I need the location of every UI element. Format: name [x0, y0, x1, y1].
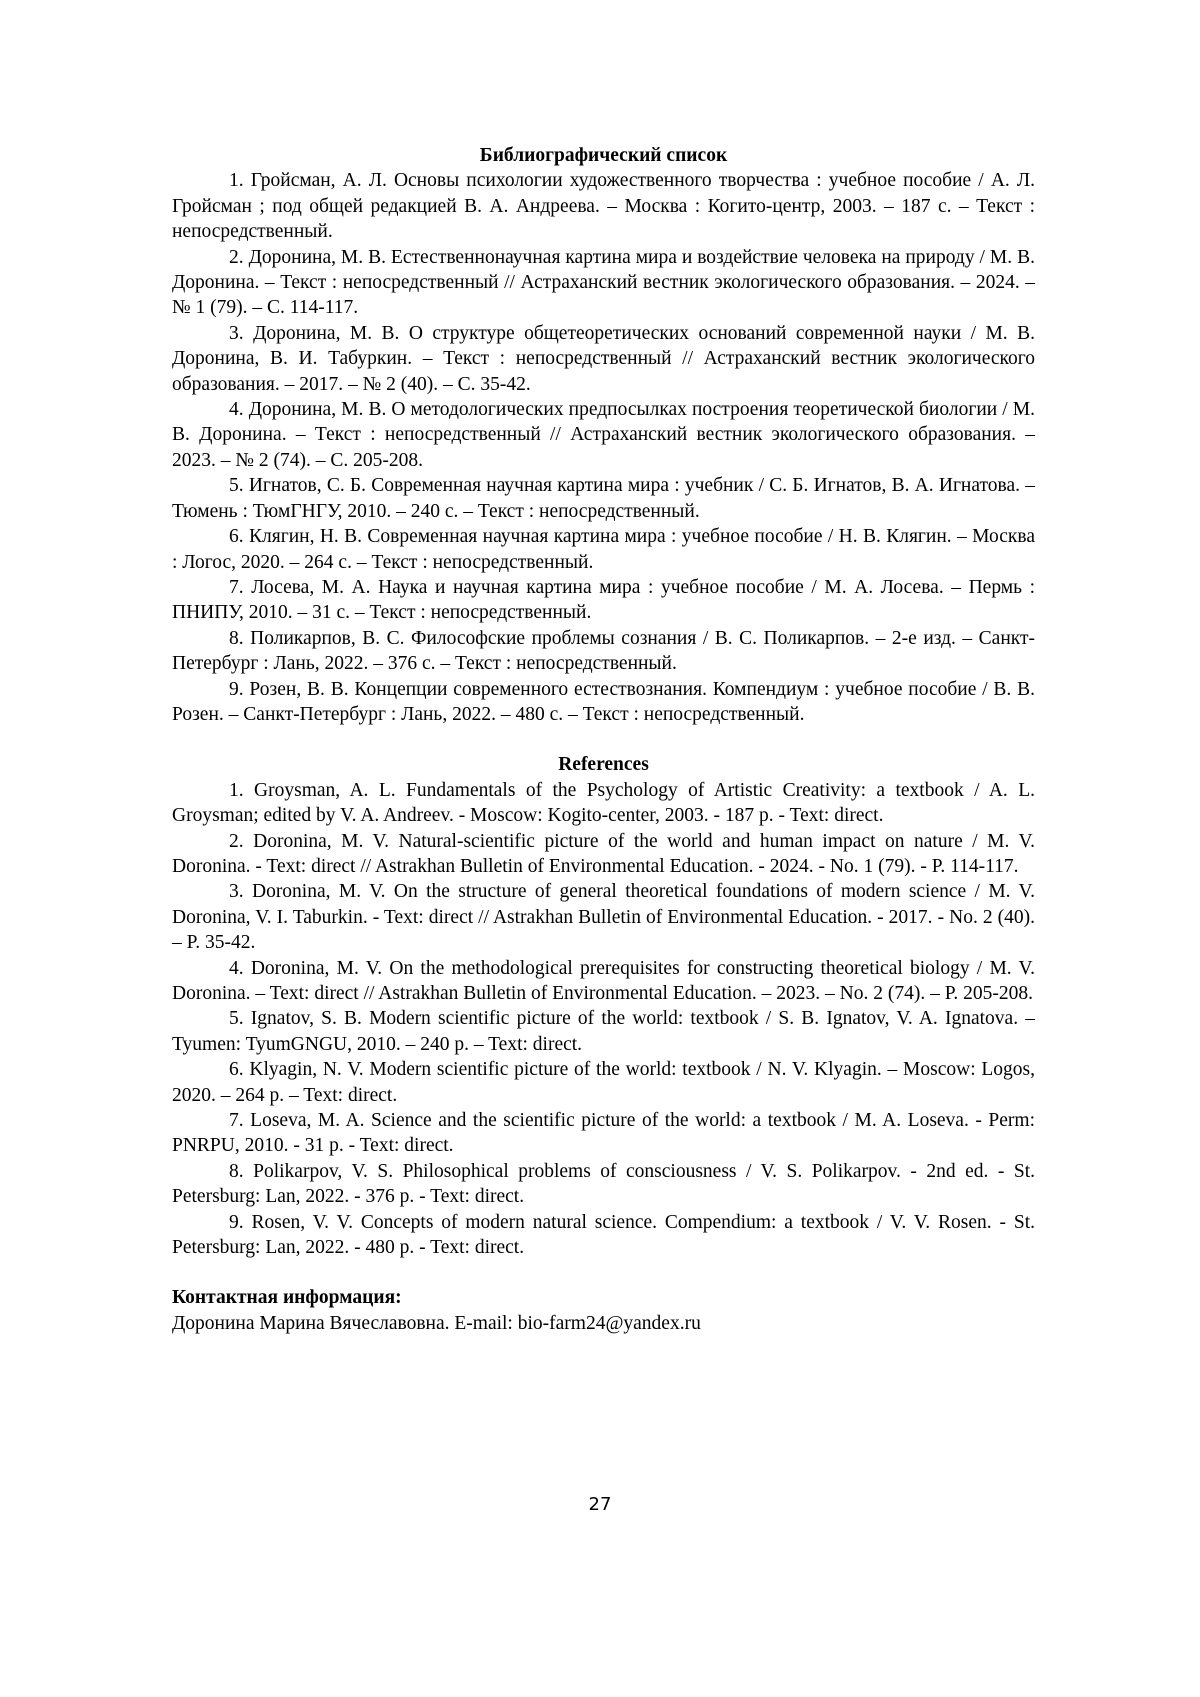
reference-entry-2: 2. Doronina, M. V. Natural-scientific picture of the world and human impact on nature / M. V. Doronina. - Text: direct // Astrakhan Bulletin of Environmental Education. - 2024. - No. 1 (79). - P. 114-117.: [172, 830, 1035, 877]
reference-entry-3: 3. Doronina, M. V. On the structure of general theoretical foundations of modern science / M. V. Doronina, V. I. Taburkin. - Text: direct // Astrakhan Bulletin of Environmental Education. - 2017. - No. 2 (40). – P. 35-42.: [172, 881, 1035, 954]
reference-entry-8: 8. Polikarpov, V. S. Philosophical problems of consciousness / V. S. Polikarpov. - 2nd ed. - St. Petersburg: Lan, 2022. - 376 p. - Text: direct.: [172, 1160, 1035, 1208]
references-title: References: [558, 754, 649, 776]
reference-entry-9: 9. Rosen, V. V. Concepts of modern natural science. Compendium: a textbook / V. V. Rosen. - St. Petersburg: Lan, 2022. - 480 p. - Text: direct.: [172, 1211, 1035, 1259]
bibliography-entry-9: 9. Розен, В. В. Концепции современного естествознания. Компендиум : учебное пособие / В. В. Розен. – Санкт-Петербург : Лань, 2022. – 480 с. – Текст : непосредственный.: [172, 678, 1035, 725]
bibliography-entry-5: 5. Игнатов, С. Б. Современная научная картина мира : учебник / С. Б. Игнатов, В. А. Игнатова. – Тюмень : ТюмГНГУ, 2010. – 240 с. – Текст : непосредственный.: [172, 475, 1035, 522]
bibliography-entry-4: 4. Доронина, М. В. О методологических предпосылках построения теоретической биологии / М. В. Доронина. – Текст : непосредственный // Астраханский вестник экологического образования. – 2023. – № 2 (74). – С. 205-208.: [172, 399, 1035, 471]
reference-entry-7: 7. Loseva, M. A. Science and the scientific picture of the world: a textbook / M. A. Loseva. - Perm: PNRPU, 2010. - 31 p. - Text: direct.: [172, 1110, 1035, 1157]
reference-entry-4: 4. Doronina, M. V. On the methodological prerequisites for constructing theoretical biology / M. V. Doronina. – Text: direct // Astrakhan Bulletin of Environmental Education. – 2023. – No. 2 (74). – P. 205-208.: [172, 957, 1035, 1004]
references-list: [172, 778, 1035, 1261]
section-spacer: [172, 727, 1035, 752]
bibliography-entry-1: 1. Гройсман, А. Л. Основы психологии художественного творчества : учебное пособие / А. Л. Гройсман ; под общей редакцией В. А. Андреева. – Москва : Когито-центр, 2003. – 187 с. – Текст : непосредственный.: [172, 170, 1035, 243]
bibliography-entry-8: 8. Поликарпов, В. С. Философские проблемы сознания / В. С. Поликарпов. – 2-е изд. – Санкт-Петербург : Лань, 2022. – 376 с. – Текст : непосредственный.: [172, 627, 1035, 675]
contact-details: Доронина Марина Вячеславовна. E-mail: bio-farm24@yandex.ru: [172, 1312, 701, 1334]
bibliography-entry-3: 3. Доронина, М. В. О структуре общетеоретических оснований современной науки / М. В. Доронина, В. И. Табуркин. – Текст : непосредственный // Астраханский вестник экологического образования. – 2017. – № 2 (40). – С. 35-42.: [172, 322, 1035, 395]
page-number: 27: [588, 1494, 612, 1515]
bibliography-title: Библиографический список: [479, 145, 728, 166]
contact-block: [172, 1285, 1035, 1336]
page-content: [172, 143, 1035, 1336]
section-spacer: [172, 1260, 1035, 1285]
bibliography-entry-7: 7. Лосева, М. А. Наука и научная картина мира : учебное пособие / М. А. Лосева. – Пермь : ПНИПУ, 2010. – 31 с. – Текст : непосредственный.: [172, 576, 1035, 624]
reference-entry-1: 1. Groysman, A. L. Fundamentals of the Psychology of Artistic Creativity: a textbook / A. L. Groysman; edited by V. A. Andreev. - Moscow: Kogito-center, 2003. - 187 p. - Text: direct.: [172, 779, 1035, 827]
bibliography-list: [172, 168, 1035, 727]
contact-heading: Контактная информация:: [172, 1287, 402, 1309]
reference-entry-5: 5. Ignatov, S. B. Modern scientific picture of the world: textbook / S. B. Ignatov, V. A. Ignatova. – Tyumen: TyumGNGU, 2010. – 240 p. – Text: direct.: [172, 1008, 1035, 1055]
bibliography-entry-2: 2. Доронина, М. В. Естественнонаучная картина мира и воздействие человека на природу / М. В. Доронина. – Текст : непосредственный // Астраханский вестник экологического образования. – 2024. – № 1 (79). – С. 114-117.: [172, 246, 1035, 319]
bibliography-entry-6: 6. Клягин, Н. В. Современная научная картина мира : учебное пособие / Н. В. Клягин. – Москва : Логос, 2020. – 264 с. – Текст : непосредственный.: [172, 526, 1035, 573]
reference-entry-6: 6. Klyagin, N. V. Modern scientific picture of the world: textbook / N. V. Klyagin. – Moscow: Logos, 2020. – 264 p. – Text: direct.: [172, 1059, 1035, 1106]
